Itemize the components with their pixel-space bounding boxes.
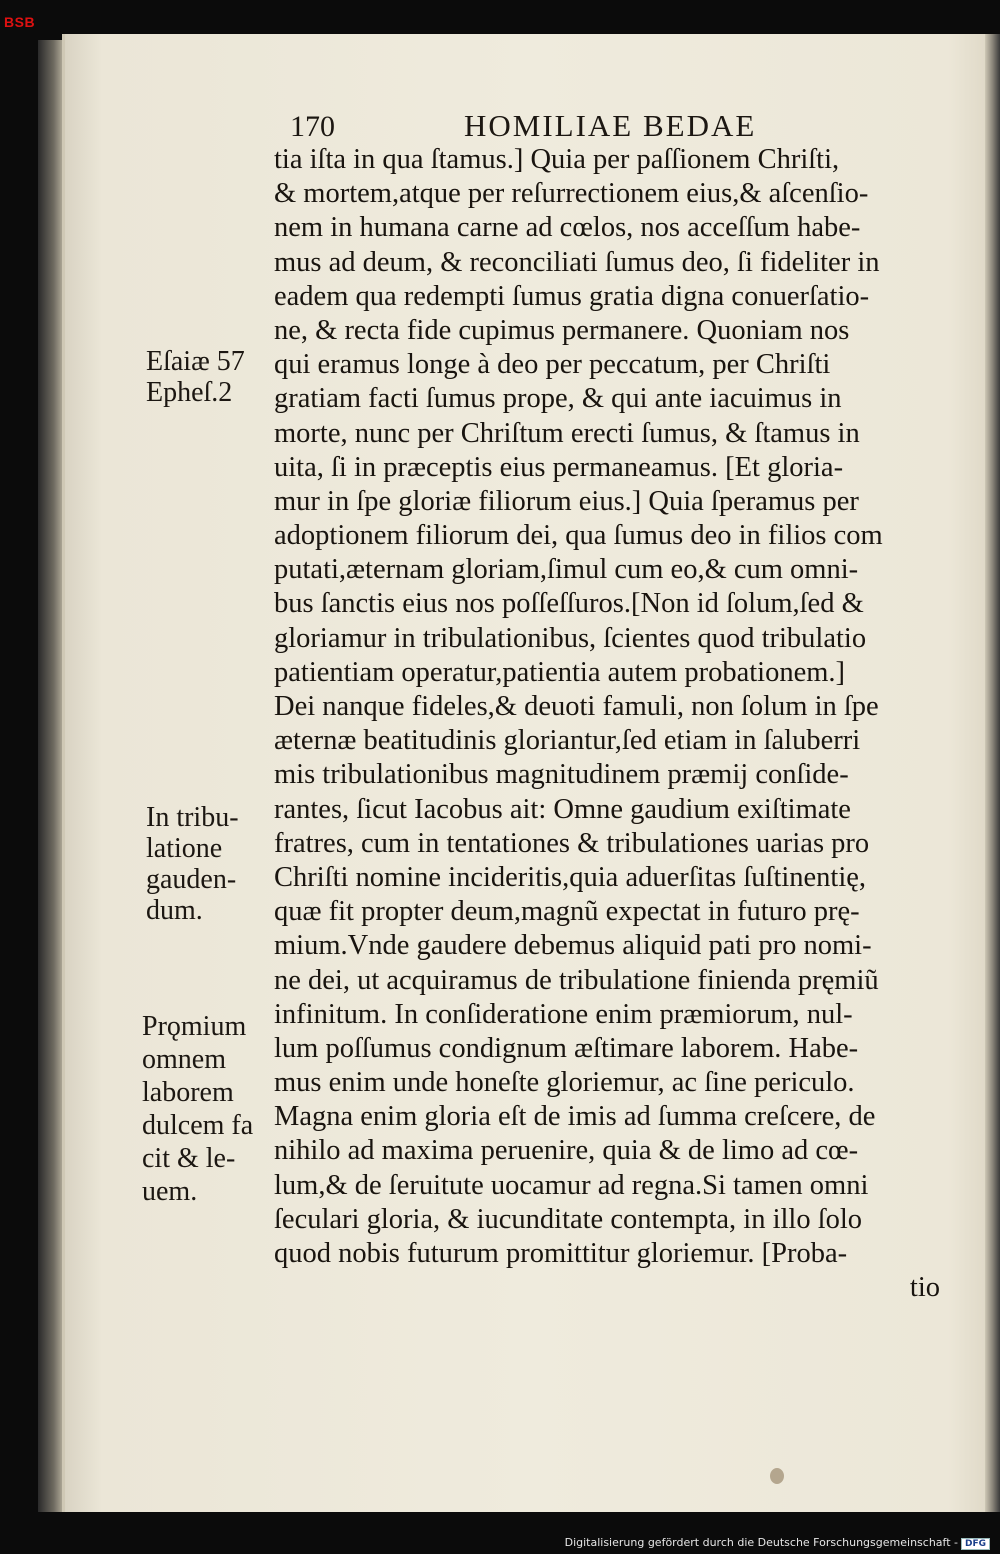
text-line: Dei nanque fideles,& deuoti famuli, non ſolum in ſpe bbox=[274, 691, 879, 722]
text-line: Magna enim gloria eſt de imis ad ſumma creſcere, de bbox=[274, 1101, 876, 1133]
text-line: rantes, ſicut Iacobus ait: Omne gaudium exiſtimate bbox=[274, 793, 851, 825]
text-line: æternæ beatitudinis gloriantur,ſed etiam in ſaluberri bbox=[274, 725, 861, 757]
marginal-line: Epheſ.2 bbox=[146, 377, 233, 408]
main-text bbox=[274, 143, 954, 1305]
text-line: tia iſta in qua ſtamus.] Quia per paſſionem Chriſti, bbox=[274, 144, 840, 175]
marginal-line: Prǫmium bbox=[142, 1011, 247, 1042]
marginal-line: dulcem fa bbox=[142, 1110, 254, 1141]
text-line: qui eramus longe à deo per peccatum, per Chriſti bbox=[274, 349, 831, 381]
marginal-line: gauden- bbox=[146, 864, 237, 895]
text-line: morte, nunc per Chriſtum erecti ſumus, & ſtamus in bbox=[274, 417, 860, 449]
marginal-note-references bbox=[146, 346, 245, 408]
text-line: mium.Vnde gaudere debemus aliquid pati pro nomi- bbox=[274, 930, 872, 962]
text-line: eadem qua redempti ſumus gratia digna conuerſatio- bbox=[274, 280, 870, 312]
text-line: quod nobis futurum promittitur gloriemur. [Proba- bbox=[274, 1238, 848, 1269]
text-line: ne dei, ut acquiramus de tribulatione finienda pręmiũ bbox=[274, 964, 879, 996]
text-line: mur in ſpe gloriæ filiorum eius.] Quia ſperamus per bbox=[274, 485, 859, 517]
marginal-line: omnem bbox=[142, 1044, 226, 1075]
text-line: putati,æternam gloriam,ſimul cum eo,& cum omni- bbox=[274, 554, 859, 586]
text-line: patientiam operatur,patientia autem probationem.] bbox=[274, 656, 846, 688]
catchword: tio bbox=[909, 1272, 940, 1304]
marginal-line: dum. bbox=[146, 895, 203, 926]
bsb-logo: BSB bbox=[4, 14, 36, 30]
text-line: mis tribulationibus magnitudinem præmij conſide- bbox=[274, 759, 849, 791]
text-line: Chriſti nomine incideritis,quia aduerſitas ſuſtinentię, bbox=[274, 861, 867, 893]
text-line: fratres, cum in tentationes & tribulationes uarias pro bbox=[274, 827, 870, 859]
page-edge bbox=[985, 34, 1000, 1512]
dfg-logo: DFG bbox=[961, 1538, 990, 1550]
marginal-line: uem. bbox=[142, 1176, 198, 1207]
text-line: ne, & recta fide cupimus permanere. Quoniam nos bbox=[274, 314, 850, 346]
text-line: mus ad deum, & reconciliati ſumus deo, ſi fideliter in bbox=[274, 246, 880, 278]
footer-text: Digitalisierung gefördert durch die Deutsche Forschungsgemeinschaft - bbox=[564, 1536, 958, 1549]
marginal-note-tribulation bbox=[146, 802, 239, 926]
page-number: 170 bbox=[290, 110, 335, 143]
text-line: ſeculari gloria, & iucunditate contempta, in illo ſolo bbox=[274, 1203, 863, 1235]
text-line: gratiam facti ſumus prope, & qui ante iacuimus in bbox=[274, 383, 842, 415]
text-line: lum poſſumus condignum æſtimare laborem. Habe- bbox=[274, 1032, 859, 1064]
text-line: lum,& de ſeruitute uocamur ad regna.Si tamen omni bbox=[274, 1169, 869, 1201]
text-line: gloriamur in tribulationibus, ſcientes quod tribulatio bbox=[274, 622, 867, 654]
text-line: quæ fit propter deum,magnũ expectat in futuro prę- bbox=[274, 896, 860, 928]
marginal-line: laborem bbox=[142, 1077, 234, 1108]
text-line: uita, ſi in præceptis eius permaneamus. [Et gloria- bbox=[274, 451, 844, 483]
text-line: mus enim unde honeſte gloriemur, ac ſine periculo. bbox=[274, 1067, 855, 1099]
book-spine bbox=[38, 40, 64, 1512]
marginal-line: latione bbox=[146, 833, 223, 864]
text-line: adoptionem filiorum dei, qua ſumus deo in filios com bbox=[274, 520, 883, 552]
text-line: nem in humana carne ad cœlos, nos acceſſum habe- bbox=[274, 212, 861, 244]
marginal-note-premium bbox=[142, 1010, 253, 1208]
marginal-line: In tribu- bbox=[146, 802, 239, 833]
footer-credit bbox=[565, 1536, 990, 1550]
running-title: HOMILIAE BEDAE bbox=[464, 108, 757, 143]
marginal-line: cit & le- bbox=[142, 1143, 236, 1174]
marginal-line: Eſaiæ 57 bbox=[146, 346, 245, 377]
text-line: nihilo ad maxima peruenire, quia & de limo ad cœ- bbox=[274, 1135, 859, 1167]
text-line: infinitum. In conſideratione enim præmiorum, nul- bbox=[274, 998, 853, 1030]
text-line: bus ſanctis eius nos poſſeſſuros.[Non id ſolum,ſed & bbox=[274, 588, 864, 620]
paper-stain bbox=[770, 1468, 784, 1484]
text-line: & mortem,atque per reſurrectionem eius,& aſcenſio- bbox=[274, 178, 869, 210]
